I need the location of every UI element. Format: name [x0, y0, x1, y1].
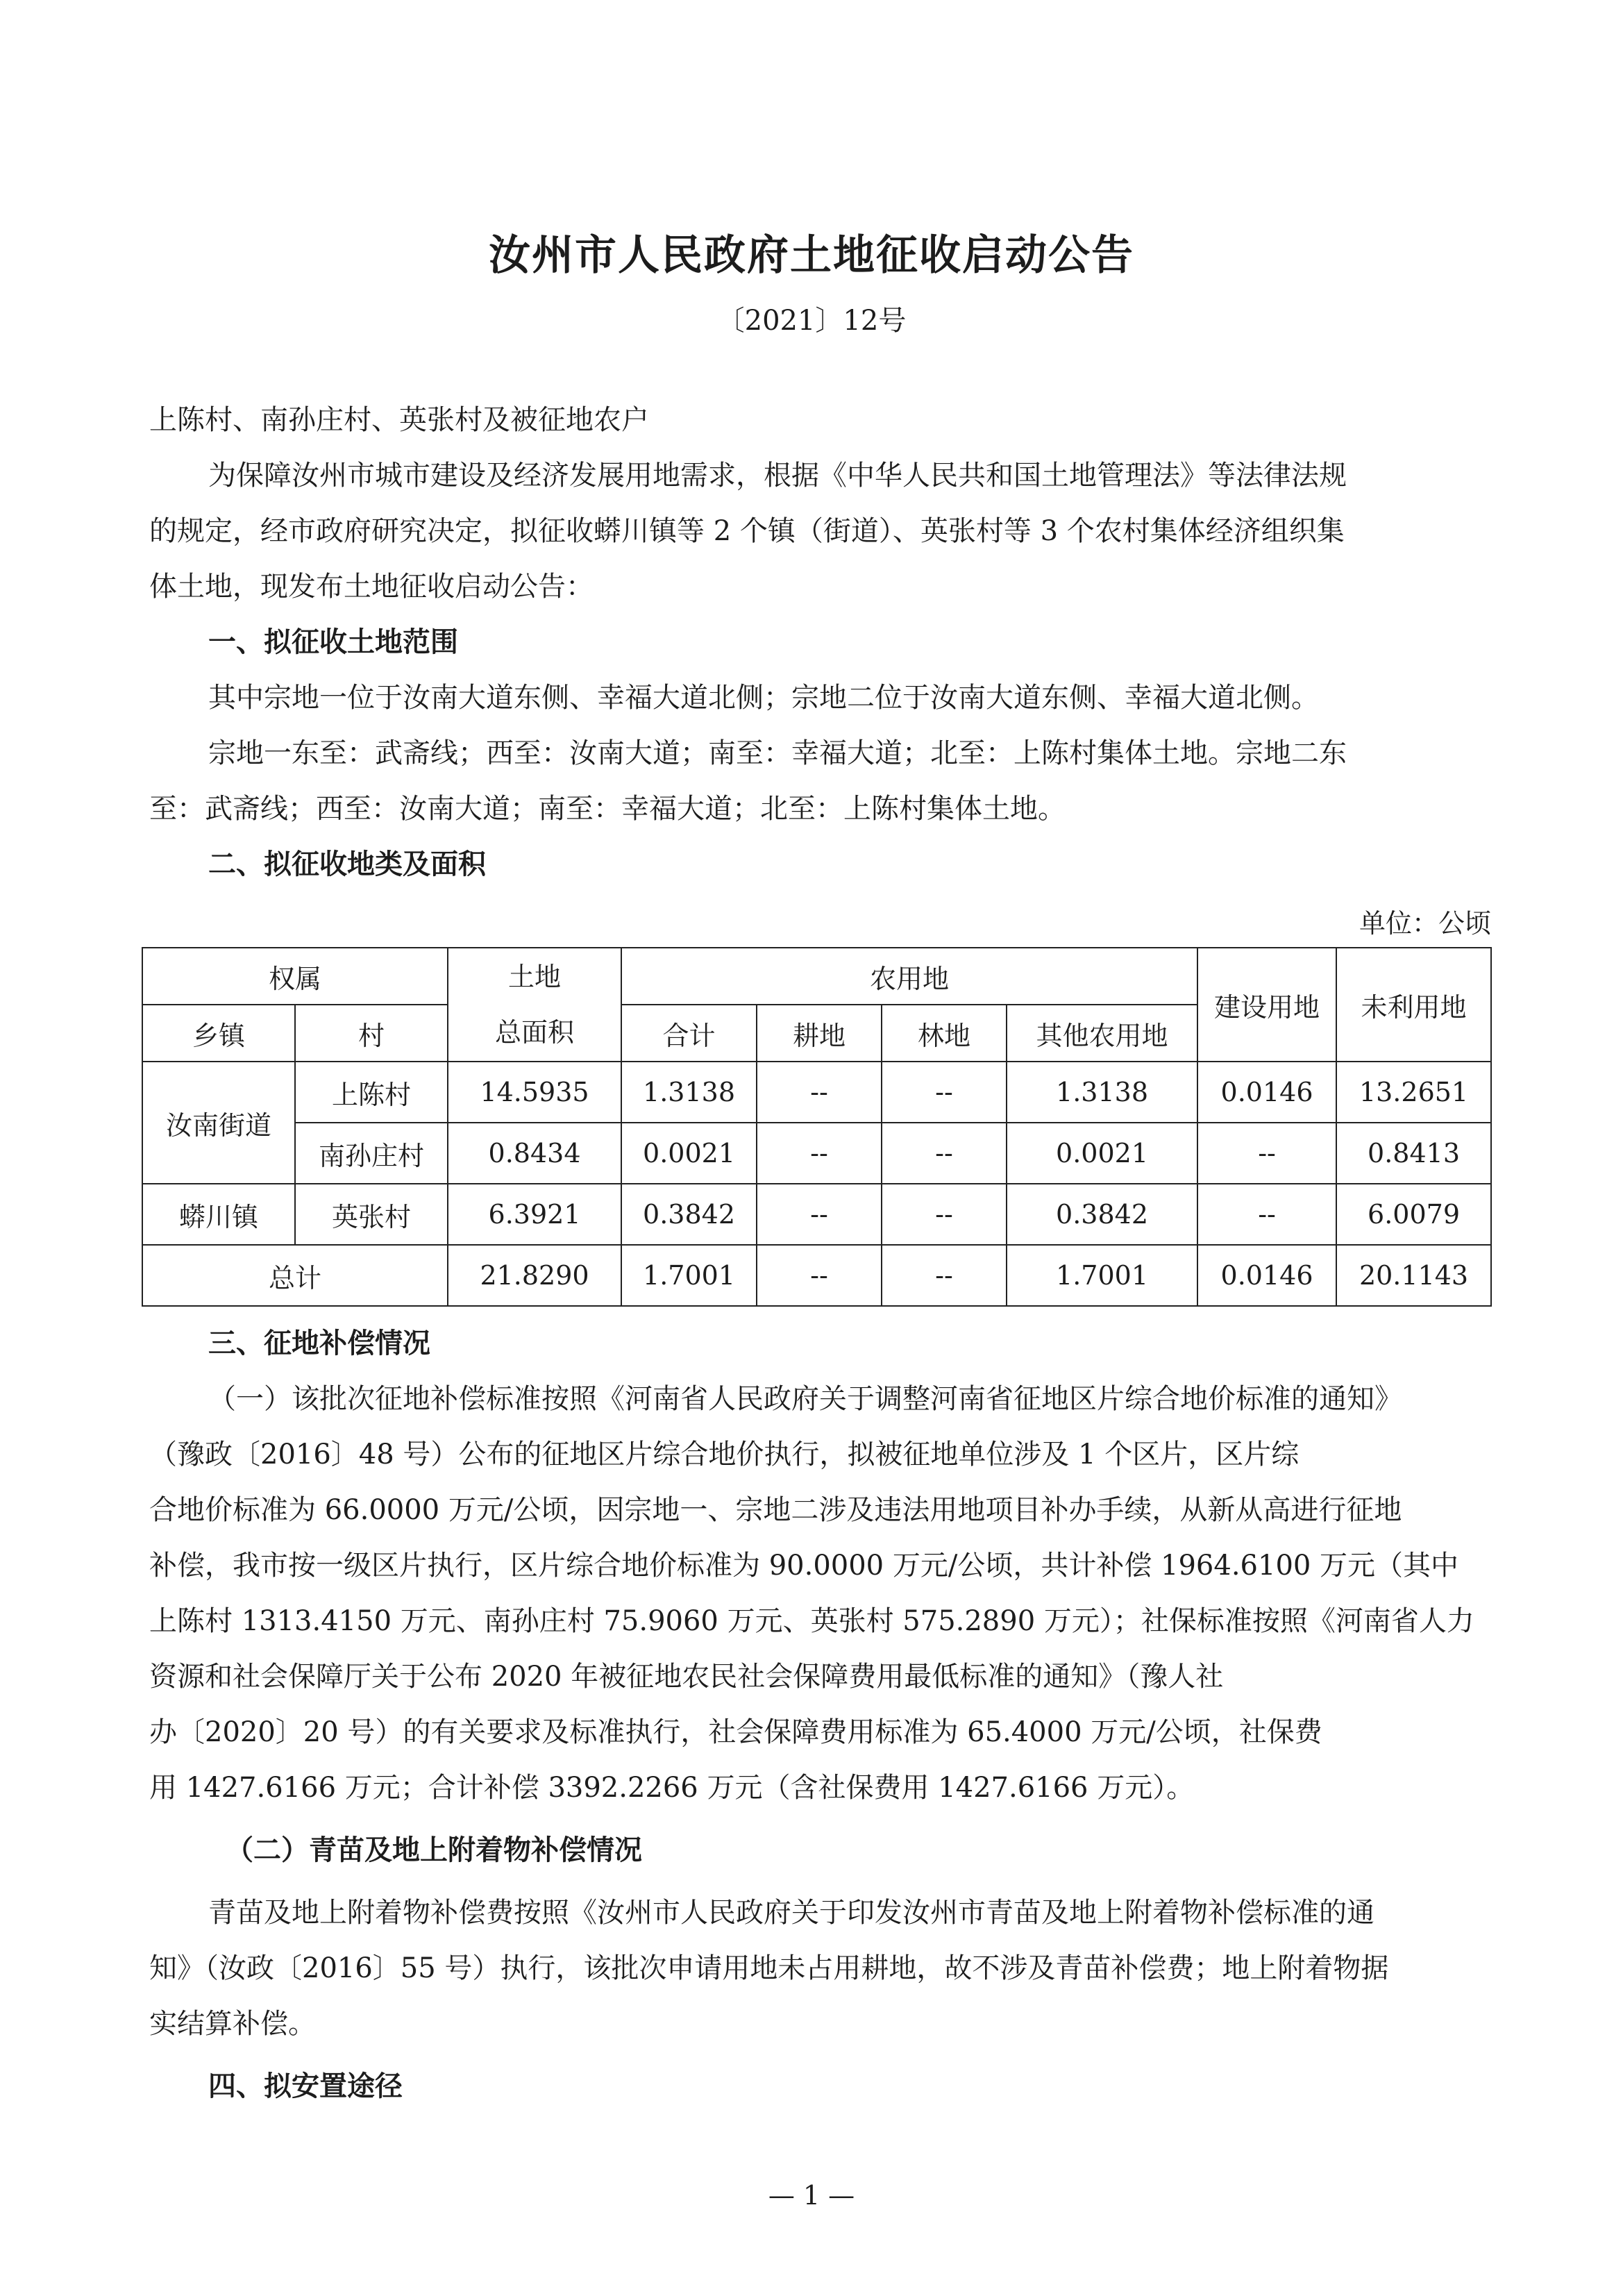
section-3-part1-line-4: 补偿，我市按一级区片执行，区片综合地价标准为 90.0000 万元/公顷，共计补偿 1964.6100 万元（其中: [149, 1550, 1459, 1582]
cell-total: 21.8290: [448, 1245, 621, 1306]
addressee: 上陈村、南孙庄村、英张村及被征地农户: [149, 404, 649, 436]
section-1-line-2: 宗地一东至：武斋线；西至：汝南大道；南至：幸福大道；北至：上陈村集体土地。宗地二东: [208, 737, 1347, 769]
header-unused: 未利用地: [1336, 948, 1491, 1062]
cell-construction: --: [1197, 1123, 1336, 1184]
header-farmland: 农用地: [621, 948, 1197, 1005]
cell-unused: 13.2651: [1336, 1062, 1491, 1123]
header-forest: 林地: [882, 1005, 1007, 1062]
section-1-line-1: 其中宗地一位于汝南大道东侧、幸福大道北侧；宗地二位于汝南大道东侧、幸福大道北侧。: [208, 682, 1319, 714]
cell-unused: 20.1143: [1336, 1245, 1491, 1306]
header-other-farm: 其他农用地: [1007, 1005, 1197, 1062]
land-area-table: [142, 947, 1492, 1307]
cell-total: 6.3921: [448, 1184, 621, 1245]
header-village: 村: [295, 1005, 448, 1062]
cell-town: 蟒川镇: [142, 1184, 295, 1245]
cell-unused: 6.0079: [1336, 1184, 1491, 1245]
cell-construction: 0.0146: [1197, 1245, 1336, 1306]
cell-forest: --: [882, 1245, 1007, 1306]
page-number: — 1 —: [768, 2180, 855, 2211]
section-3-part2-line-2: 知》（汝政〔2016〕55 号）执行，该批次申请用地未占用耕地，故不涉及青苗补偿费；地上附着物据: [149, 1952, 1389, 1984]
cell-unused: 0.8413: [1336, 1123, 1491, 1184]
section-3-part1-line-8: 用 1427.6166 万元；合计补偿 3392.2266 万元（含社保费用 1427.6166 万元）。: [149, 1772, 1195, 1804]
cell-subtotal: 0.0021: [621, 1123, 757, 1184]
cell-subtotal: 0.3842: [621, 1184, 757, 1245]
cell-forest: --: [882, 1123, 1007, 1184]
cell-construction: --: [1197, 1184, 1336, 1245]
table-unit-label: 单位：公顷: [1359, 908, 1491, 939]
cell-other-farm: 0.0021: [1007, 1123, 1197, 1184]
header-subtotal: 合计: [621, 1005, 757, 1062]
cell-cultivated: --: [757, 1123, 882, 1184]
section-3-part1-line-5: 上陈村 1313.4150 万元、南孙庄村 75.9060 万元、英张村 575.2890 万元）；社保标准按照《河南省人力: [149, 1605, 1474, 1637]
cell-cultivated: --: [757, 1184, 882, 1245]
section-3-heading: 三、征地补偿情况: [208, 1327, 430, 1359]
section-3-part1-line-6: 资源和社会保障厅关于公布 2020 年被征地农民社会保障费用最低标准的通知》（豫人社: [149, 1661, 1224, 1693]
cell-subtotal: 1.7001: [621, 1245, 757, 1306]
document-number: 〔2021〕12号: [716, 305, 907, 337]
header-land-total-line2: 总面积: [495, 1017, 575, 1048]
table-row: [142, 1184, 1491, 1245]
section-3-part1-line-2: （豫政〔2016〕48 号）公布的征地区片综合地价执行，拟被征地单位涉及 1 个区片，区片综: [149, 1439, 1300, 1470]
cell-village: 英张村: [295, 1184, 448, 1245]
section-3-part1-line-1: （一）该批次征地补偿标准按照《河南省人民政府关于调整河南省征地区片综合地价标准的通知》: [208, 1383, 1402, 1415]
section-3-part1-line-3: 合地价标准为 66.0000 万元/公顷，因宗地一、宗地二涉及违法用地项目补办手续，从新从高进行征地: [149, 1494, 1402, 1526]
table-row: [142, 1062, 1491, 1123]
cell-cultivated: --: [757, 1062, 882, 1123]
cell-construction: 0.0146: [1197, 1062, 1336, 1123]
cell-village: 上陈村: [295, 1062, 448, 1123]
document-title: 汝州市人民政府土地征收启动公告: [489, 231, 1134, 280]
header-ownership: 权属: [142, 948, 448, 1005]
section-3-part2-line-1: 青苗及地上附着物补偿费按照《汝州市人民政府关于印发汝州市青苗及地上附着物补偿标准的通: [208, 1897, 1374, 1929]
cell-total-label: 总计: [142, 1245, 448, 1306]
section-3-part2-line-3: 实结算补偿。: [149, 2008, 316, 2040]
cell-forest: --: [882, 1184, 1007, 1245]
cell-total: 14.5935: [448, 1062, 621, 1123]
section-1-line-3: 至：武斋线；西至：汝南大道；南至：幸福大道；北至：上陈村集体土地。: [149, 793, 1066, 825]
header-land-total: [448, 948, 621, 1062]
header-land-total-line1: 土地: [508, 962, 562, 992]
header-cultivated: 耕地: [757, 1005, 882, 1062]
table-total-row: [142, 1245, 1491, 1306]
section-4-heading: 四、拟安置途径: [208, 2070, 403, 2102]
header-construction: 建设用地: [1197, 948, 1336, 1062]
section-3-part1-line-7: 办〔2020〕20 号）的有关要求及标准执行，社会保障费用标准为 65.4000 万元/公顷，社保费: [149, 1716, 1322, 1748]
cell-town: 汝南街道: [142, 1062, 295, 1184]
section-3-part2-heading: （二）青苗及地上附着物补偿情况: [226, 1834, 642, 1866]
cell-subtotal: 1.3138: [621, 1062, 757, 1123]
cell-other-farm: 0.3842: [1007, 1184, 1197, 1245]
cell-other-farm: 1.3138: [1007, 1062, 1197, 1123]
cell-other-farm: 1.7001: [1007, 1245, 1197, 1306]
intro-line-1: 为保障汝州市城市建设及经济发展用地需求，根据《中华人民共和国土地管理法》等法律法规: [208, 460, 1347, 492]
cell-forest: --: [882, 1062, 1007, 1123]
intro-line-3: 体土地，现发布土地征收启动公告：: [149, 571, 594, 603]
section-2-heading: 二、拟征收地类及面积: [208, 848, 486, 880]
intro-line-2: 的规定，经市政府研究决定，拟征收蟒川镇等 2 个镇（街道）、英张村等 3 个农村集体经济组织集: [149, 515, 1345, 547]
table-row: [142, 1123, 1491, 1184]
section-1-heading: 一、拟征收土地范围: [208, 626, 458, 658]
cell-village: 南孙庄村: [295, 1123, 448, 1184]
cell-cultivated: --: [757, 1245, 882, 1306]
header-town: 乡镇: [142, 1005, 295, 1062]
cell-total: 0.8434: [448, 1123, 621, 1184]
